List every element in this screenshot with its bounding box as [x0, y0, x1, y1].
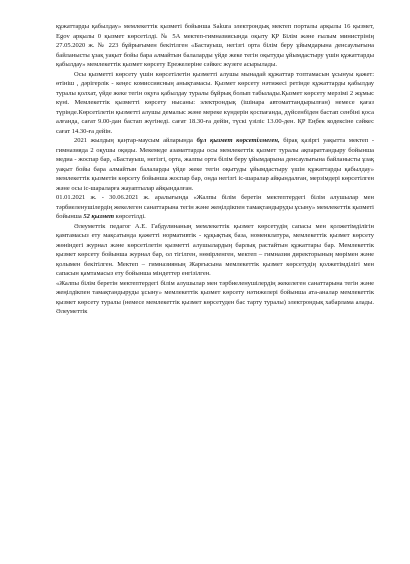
paragraph-4-start: 01.01.2021 ж. - 30.06.2021 ж. аралығында «Жалпы білім беретін мектептердегі білім алушылар мен тәрбиеленушілердің жекелеген санаттарына тегін және жеңілдікпен тамақтандыруды ұсыну» мемлекеттік қызметі бойынша — [56, 194, 374, 220]
paragraph-4-emphasis: 52 қызмет — [83, 213, 115, 220]
paragraph-3-emphasis: бұл қызмет көрсетілмеген, — [196, 137, 280, 144]
paragraph-3-start: 2021 жылдың қаңтар-маусым айларында — [74, 137, 197, 144]
paragraph-5: Әлеуметтік педагог А.Е. Габдулинаның мемлекеттік қызмет көрсетудің сапасы мен қолжетімділігін қамтамасыз ету мақсатында қажетті нормативтік - құқықтық база, номенклатура, мемлекеттік қызмет көрсету жөніндегі журнал және көрсетілетін қызметті алушылардың барлық растайтын құжаттары бар. Мемлекеттік қызмет көрсету бойынша журнал бар, ол тігілген, нөмірленген, мектеп – гимназия директорының мөрімен және қолымен бекітілген. Мектеп – гимназияның Жарғысына мемлекеттік қызмет көрсетудің қолжетімділігі мен сапасын қамтамасыз ету бойынша міндеттер енгізілген. — [56, 222, 374, 277]
paragraph-3 — [56, 136, 374, 193]
paragraph-4-rest: көрсетілді. — [114, 213, 146, 220]
document-body — [56, 22, 374, 317]
paragraph-1: құжаттарды қабылдау» мемлекеттік қызметі бойынша Sakura электрондық мектеп порталы арқылы 16 қызмет, Egov арқылы 0 қызмет көрсетілді. № 5А мектеп-гимназиясында оқыту ҚР Білім және ғылым министрінің 27.05.2020 ж. № 223 бұйрығымен бекітілген «Бастауыш, негізгі орта білім беру ұйымдарына денсаулығына байланысты ұзақ уақыт бойы бара алмайтын балаларды үйде жеке тегін оқытуды ұйымдастыру үшін құжаттарды қабылдау» мемлекеттік қызмет көрсету Ережелеріне сәйкес жүзеге асырылады. — [56, 23, 374, 68]
paragraph-6: «Жалпы білім беретін мектептердегі білім алушылар мен тәрбиеленушілердің жекелеген санаттарына тегін және жеңілдікпен тамақтандыруды ұсыну» мемлекеттік қызмет көрсету нәтижелері бойынша ата-аналар мемлекеттік қызмет көрсету туралы (немесе мемлекеттік қызмет көрсетуден бас тарту туралы) электрондық хабарлама алады. Әлеуметтік — [56, 279, 374, 315]
paragraph-4 — [56, 193, 374, 222]
paragraph-2: Осы қызметті көрсету үшін көрсетілетін қызметті алушы мынадай құжаттар топтамасын ұсынуы қажет: өтініш , дәрігерлік - кеңес комиссиясның анықтамасы. Қызмет көрсету нәтижесі ретінде құжаттарды қабылдау туралы қолхат, үйде жеке тегін оқуға қабылдау туралы бұйрық болып табылады.Қызмет көрсету мерзімі 2 жұмыс күні. Мемлекеттік қызметті көрсету нысаны: электрондық (ішінара автоматтандырылған) немесе қағаз түрінде.Көрсетілетін қызметті алушы демалыс және мереке күндерін қоспағанда, дүйсенбіден бастап сенбіні қоса алғанда, сағат 9.00-дан бастап жүгінеді. сағат 18.30-ға дейін, түскі үзіліс 13.00-ден. ҚР Еңбек кодексіне сәйкес сағат 14.30-ға дейін. — [56, 70, 374, 135]
paragraph-3-rest: бірақ қазіргі уақытта мектеп - гимназияда 2 оқушы оқиды. Мекемеде азаматтарды осы мемлекеттік қызмет туралы ақпараттандыру бойынша медиа - жоспар бар, «Бастауыш, негізгі, орта, жалпы орта білім беру ұйымдарына денсаулығына байланысты ұзақ уақыт бойы бара алмайтын балаларды үйде жеке тегін оқытуды ұйымдастыру үшін құжаттарды қабылдау» мемлекеттік қызметін көрсету бойынша жоспар бар, онда негізгі іс-шаралар айқындалған, мерзімдері көрсетілген және осы іс-шараларға жауаптылар айқындалған. — [56, 137, 374, 192]
